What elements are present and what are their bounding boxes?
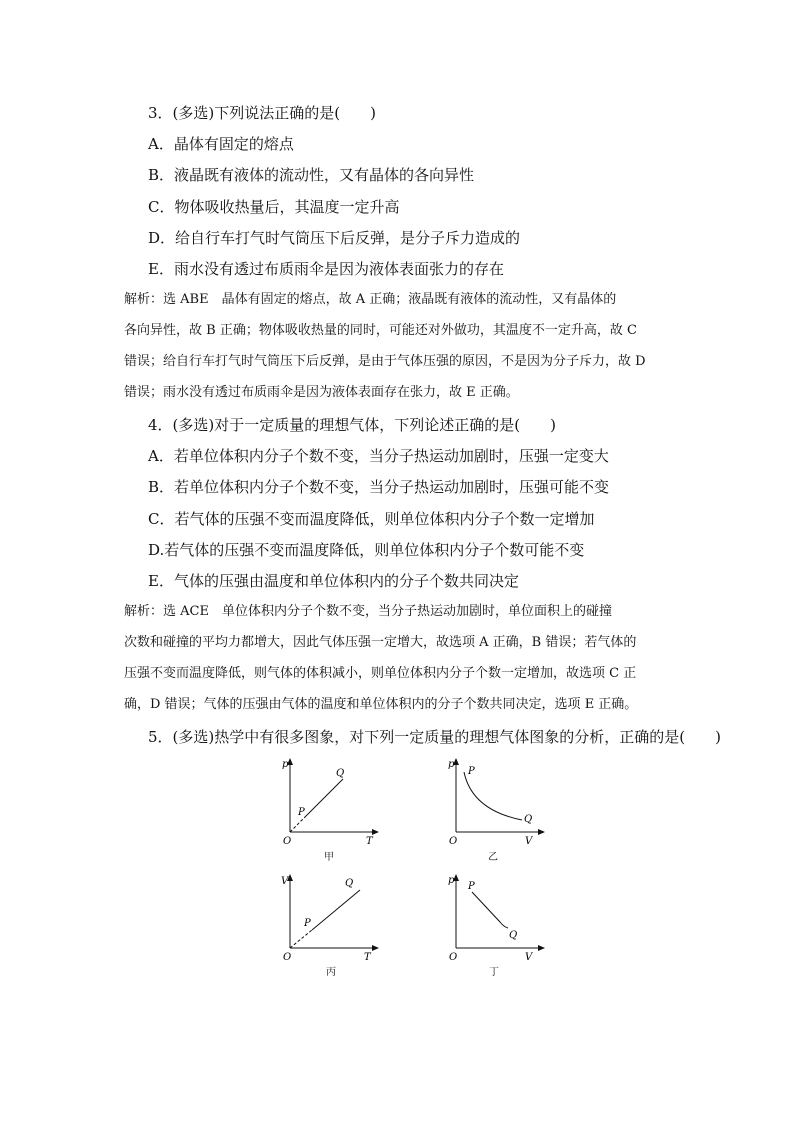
- q4-option-a: A．若单位体积内分子个数不变，当分子热运动加剧时，压强一定变大: [148, 447, 609, 465]
- point-label: Q: [524, 814, 533, 825]
- q4-option-e: E．气体的压强由温度和单位体积内的分子个数共同决定: [148, 572, 519, 590]
- q4-solution-line: 次数和碰撞的平均力都增大，因此气体压强一定增大，故选项 A 正确，B 错误；若气体的: [124, 635, 637, 650]
- point-label: Q: [509, 930, 518, 941]
- axis-label: T: [364, 952, 371, 963]
- q4-option-d: D.若气体的压强不变而温度降低，则单位体积内分子个数可能不变: [148, 541, 585, 559]
- graph-bing: [276, 872, 386, 964]
- axis-label: p: [448, 759, 455, 770]
- graph-jia: [276, 756, 386, 848]
- q3-solution-line: 各向异性，故 B 正确；物体吸收热量的同时，可能还对外做功，其温度不一定升高，故 C: [124, 323, 637, 338]
- graph-caption: 乙: [488, 852, 498, 863]
- q3-solution-line: 错误；给自行车打气时气筒压下后反弹，是由于气体压强的原因，不是因为分子斥力，故 D: [124, 354, 646, 369]
- q4-solution-line: 压强不变而温度降低，则气体的体积减小，则单位体积内分子个数一定增加，故选项 C 正: [124, 666, 637, 681]
- axis-label: V: [525, 952, 533, 963]
- q3-stem: 3．(多选)下列说法正确的是( ): [148, 104, 376, 122]
- graph-caption: 丙: [326, 967, 336, 978]
- point-label: P: [298, 807, 305, 818]
- q3-option-e: E．雨水没有透过布质雨伞是因为液体表面张力的存在: [148, 260, 504, 278]
- q4-solution-line: 确，D 错误；气体的压强由气体的温度和单位体积内的分子个数共同决定，选项 E 正确。: [124, 697, 638, 712]
- q4-solution-line: 解析：选 ACE 单位体积内分子个数不变，当分子热运动加剧时，单位面积上的碰撞: [124, 604, 612, 619]
- point-label: Q: [336, 768, 345, 779]
- axis-label: p: [282, 759, 289, 770]
- origin-label: O: [283, 952, 292, 963]
- axis-label: V: [281, 876, 289, 887]
- q5-stem: 5．(多选)热学中有很多图象，对下列一定质量的理想气体图象的分析，正确的是( ): [148, 728, 721, 746]
- q3-option-c: C．物体吸收热量后，其温度一定升高: [148, 198, 400, 216]
- q4-option-b: B．若单位体积内分子个数不变，当分子热运动加剧时，压强可能不变: [148, 478, 610, 496]
- graph-caption: 丁: [489, 967, 499, 978]
- point-label: Q: [345, 878, 354, 889]
- origin-label: O: [449, 836, 458, 847]
- point-label: P: [468, 766, 475, 777]
- point-label: P: [304, 918, 311, 929]
- point-label: P: [468, 881, 475, 892]
- q4-option-c: C．若气体的压强不变而温度降低，则单位体积内分子个数一定增加: [148, 510, 595, 528]
- graph-ding: [442, 872, 552, 964]
- q3-solution-line: 错误；雨水没有透过布质雨伞是因为液体表面存在张力，故 E 正确。: [124, 385, 519, 400]
- q3-option-a: A．晶体有固定的熔点: [148, 135, 294, 153]
- axis-label: p: [448, 875, 455, 886]
- q3-option-b: B．液晶既有液体的流动性，又有晶体的各向异性: [148, 166, 475, 184]
- axis-label: T: [366, 836, 373, 847]
- graph-caption: 甲: [324, 852, 334, 863]
- q3-option-d: D．给自行车打气时气筒压下后反弹，是分子斥力造成的: [148, 229, 521, 247]
- axis-label: V: [525, 836, 533, 847]
- q4-stem: 4．(多选)对于一定质量的理想气体，下列论述正确的是( ): [148, 416, 556, 434]
- graph-yi: [442, 756, 552, 848]
- q3-solution-line: 解析：选 ABE 晶体有固定的熔点，故 A 正确；液晶既有液体的流动性，又有晶体的: [124, 292, 617, 307]
- origin-label: O: [283, 836, 292, 847]
- origin-label: O: [449, 952, 458, 963]
